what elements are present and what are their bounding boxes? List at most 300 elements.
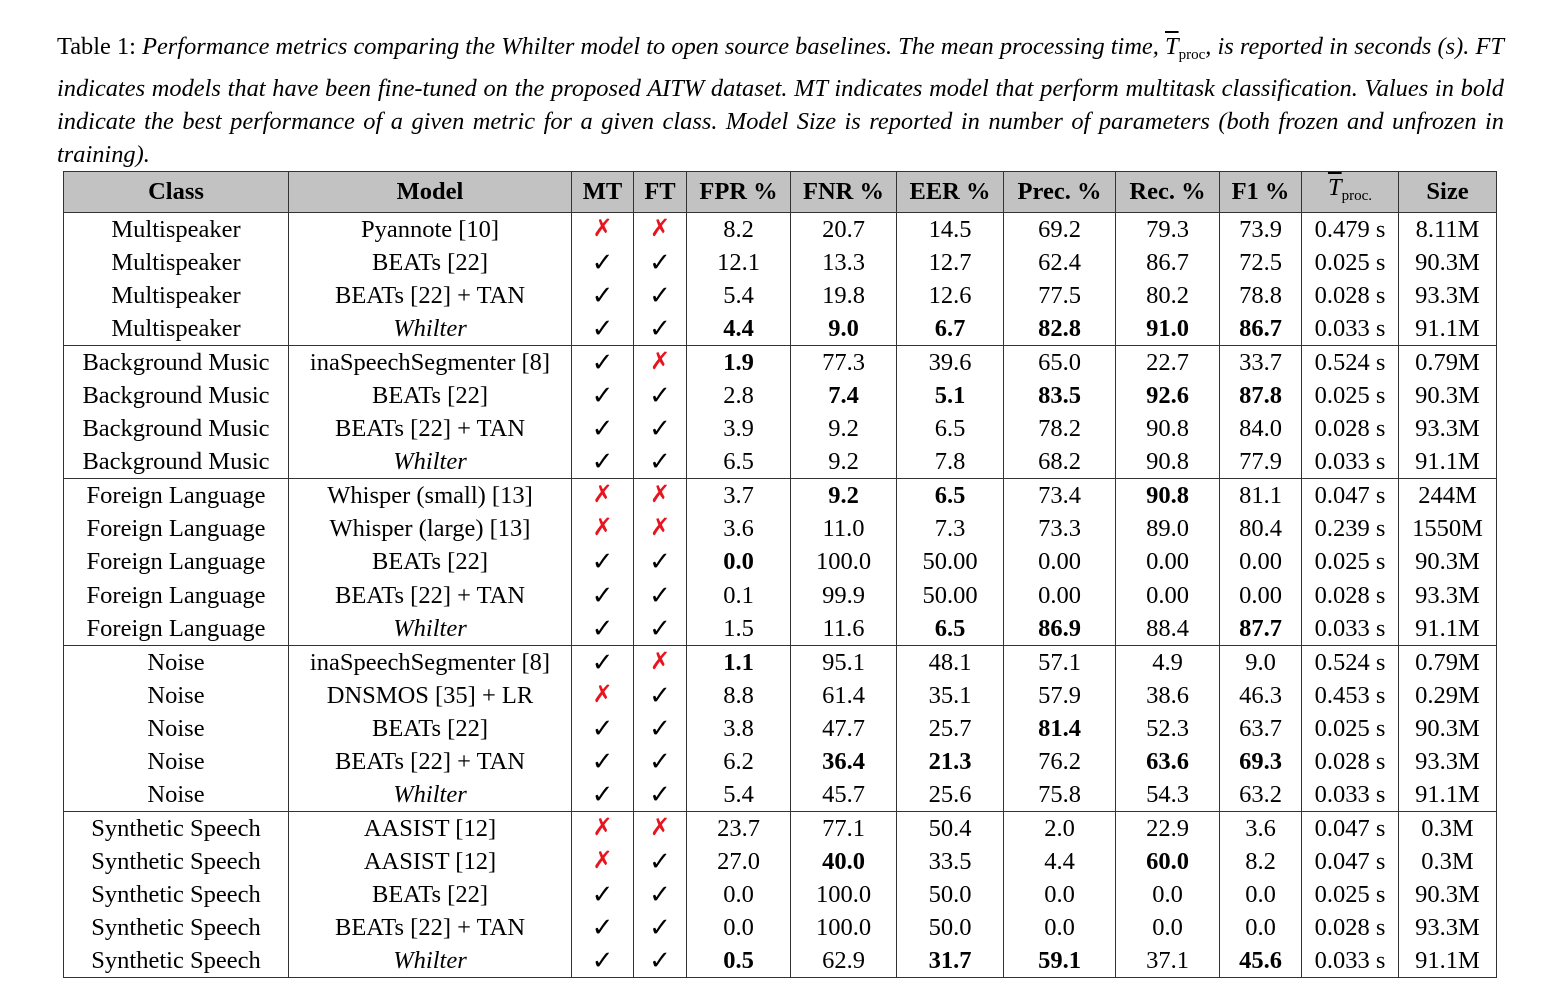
check-icon: ✓ — [572, 645, 634, 679]
check-icon: ✓ — [572, 412, 634, 445]
cell-class: Synthetic Speech — [64, 944, 289, 978]
cell-fpr: 8.2 — [687, 213, 791, 247]
cell-rec: 89.0 — [1116, 512, 1220, 545]
cell-eer: 14.5 — [897, 213, 1004, 247]
cross-icon: ✗ — [572, 811, 634, 845]
header-prec: Prec. % — [1004, 172, 1116, 213]
cell-eer: 50.0 — [897, 911, 1004, 944]
cell-fnr: 13.3 — [791, 246, 897, 279]
check-icon: ✓ — [572, 279, 634, 312]
cell-model: BEATs [22] — [289, 712, 572, 745]
check-icon: ✓ — [634, 911, 687, 944]
cell-prec: 68.2 — [1004, 445, 1116, 479]
cell-fpr: 2.8 — [687, 379, 791, 412]
check-icon: ✓ — [634, 612, 687, 646]
table-row — [64, 712, 1497, 745]
cell-fpr: 6.5 — [687, 445, 791, 479]
check-icon: ✓ — [572, 878, 634, 911]
header-row — [64, 172, 1497, 213]
cross-icon: ✗ — [634, 346, 687, 380]
cell-eer: 21.3 — [897, 745, 1004, 778]
cell-fpr: 0.0 — [687, 878, 791, 911]
cell-class: Noise — [64, 712, 289, 745]
check-icon: ✓ — [572, 246, 634, 279]
cell-size: 93.3M — [1399, 745, 1497, 778]
header-tproc-symbol: $\overline{T}$ — [1327, 174, 1342, 201]
cell-eer: 35.1 — [897, 679, 1004, 712]
cell-rec: 38.6 — [1116, 679, 1220, 712]
cell-fnr: 61.4 — [791, 679, 897, 712]
cell-size: 8.11M — [1399, 213, 1497, 247]
cell-tproc: 0.047 s — [1302, 845, 1399, 878]
check-icon: ✓ — [634, 778, 687, 812]
cell-f1: 87.7 — [1220, 612, 1302, 646]
cell-eer: 7.3 — [897, 512, 1004, 545]
cell-model: Whilter — [289, 445, 572, 479]
cell-model: BEATs [22] + TAN — [289, 279, 572, 312]
cell-f1: 63.2 — [1220, 778, 1302, 812]
table-row — [64, 312, 1497, 346]
cell-fpr: 23.7 — [687, 811, 791, 845]
cell-size: 0.29M — [1399, 679, 1497, 712]
cell-tproc: 0.524 s — [1302, 645, 1399, 679]
cell-class: Multispeaker — [64, 279, 289, 312]
check-icon: ✓ — [572, 745, 634, 778]
cell-tproc: 0.033 s — [1302, 445, 1399, 479]
cell-fpr: 12.1 — [687, 246, 791, 279]
header-tproc-sub: proc. — [1341, 188, 1373, 204]
cross-icon: ✗ — [572, 679, 634, 712]
cell-f1: 72.5 — [1220, 246, 1302, 279]
cell-tproc: 0.028 s — [1302, 745, 1399, 778]
cell-class: Synthetic Speech — [64, 911, 289, 944]
cell-f1: 9.0 — [1220, 645, 1302, 679]
table-row — [64, 279, 1497, 312]
cell-tproc: 0.028 s — [1302, 279, 1399, 312]
cell-class: Foreign Language — [64, 512, 289, 545]
cell-fnr: 40.0 — [791, 845, 897, 878]
cell-eer: 25.7 — [897, 712, 1004, 745]
cell-tproc: 0.524 s — [1302, 346, 1399, 380]
check-icon: ✓ — [572, 612, 634, 646]
table-row — [64, 745, 1497, 778]
cell-fnr: 9.2 — [791, 479, 897, 513]
cell-rec: 86.7 — [1116, 246, 1220, 279]
cell-rec: 4.9 — [1116, 645, 1220, 679]
check-icon: ✓ — [572, 579, 634, 612]
cell-f1: 84.0 — [1220, 412, 1302, 445]
cell-class: Foreign Language — [64, 479, 289, 513]
table-body — [64, 213, 1497, 978]
cell-tproc: 0.033 s — [1302, 944, 1399, 978]
cell-fpr: 0.0 — [687, 545, 791, 578]
cell-f1: 77.9 — [1220, 445, 1302, 479]
check-icon: ✓ — [572, 445, 634, 479]
cell-size: 90.3M — [1399, 878, 1497, 911]
cell-eer: 25.6 — [897, 778, 1004, 812]
table-row — [64, 379, 1497, 412]
cell-model: Whilter — [289, 944, 572, 978]
header-rec: Rec. % — [1116, 172, 1220, 213]
cell-fpr: 0.5 — [687, 944, 791, 978]
cell-rec: 63.6 — [1116, 745, 1220, 778]
table-caption — [57, 30, 1504, 171]
cell-eer: 12.7 — [897, 246, 1004, 279]
cell-eer: 50.0 — [897, 878, 1004, 911]
cell-tproc: 0.479 s — [1302, 213, 1399, 247]
cell-eer: 6.5 — [897, 612, 1004, 646]
cell-model: BEATs [22] + TAN — [289, 579, 572, 612]
results-table — [63, 171, 1497, 978]
cell-model: BEATs [22] + TAN — [289, 745, 572, 778]
cell-tproc: 0.047 s — [1302, 479, 1399, 513]
cell-rec: 80.2 — [1116, 279, 1220, 312]
check-icon: ✓ — [572, 911, 634, 944]
cell-rec: 88.4 — [1116, 612, 1220, 646]
cell-fpr: 1.1 — [687, 645, 791, 679]
header-mt: MT — [572, 172, 634, 213]
table-row — [64, 911, 1497, 944]
cell-class: Background Music — [64, 445, 289, 479]
cell-class: Noise — [64, 745, 289, 778]
cell-model: Whilter — [289, 312, 572, 346]
cell-f1: 33.7 — [1220, 346, 1302, 380]
check-icon: ✓ — [572, 712, 634, 745]
cell-rec: 90.8 — [1116, 445, 1220, 479]
cell-rec: 54.3 — [1116, 778, 1220, 812]
cell-size: 93.3M — [1399, 412, 1497, 445]
cross-icon: ✗ — [572, 845, 634, 878]
cell-size: 90.3M — [1399, 712, 1497, 745]
check-icon: ✓ — [634, 246, 687, 279]
cell-tproc: 0.025 s — [1302, 545, 1399, 578]
table-row — [64, 645, 1497, 679]
cell-fnr: 100.0 — [791, 545, 897, 578]
cell-f1: 0.0 — [1220, 911, 1302, 944]
cell-f1: 3.6 — [1220, 811, 1302, 845]
cell-size: 91.1M — [1399, 612, 1497, 646]
table-row — [64, 479, 1497, 513]
cell-tproc: 0.453 s — [1302, 679, 1399, 712]
cell-model: Whilter — [289, 778, 572, 812]
cell-model: BEATs [22] + TAN — [289, 412, 572, 445]
cell-eer: 31.7 — [897, 944, 1004, 978]
cell-fnr: 20.7 — [791, 213, 897, 247]
cell-prec: 4.4 — [1004, 845, 1116, 878]
check-icon: ✓ — [572, 379, 634, 412]
cell-size: 0.79M — [1399, 346, 1497, 380]
cell-tproc: 0.025 s — [1302, 878, 1399, 911]
header-size: Size — [1399, 172, 1497, 213]
check-icon: ✓ — [634, 279, 687, 312]
cell-class: Foreign Language — [64, 545, 289, 578]
cell-fnr: 100.0 — [791, 911, 897, 944]
table-row — [64, 778, 1497, 812]
caption-text-after: , is reported in seconds (s). FT indicates models that have been fine-tuned on the proposed AITW dataset. MT indicates model that perform multitask classification. Values in bold indicate the best performance of a given metric for a given class. Model Size is reported in number of parameters (both frozen and unfrozen in training). — [57, 33, 1504, 168]
cell-tproc: 0.239 s — [1302, 512, 1399, 545]
cell-size: 90.3M — [1399, 246, 1497, 279]
cell-f1: 81.1 — [1220, 479, 1302, 513]
check-icon: ✓ — [572, 346, 634, 380]
cell-tproc: 0.033 s — [1302, 778, 1399, 812]
cell-model: BEATs [22] + TAN — [289, 911, 572, 944]
cell-rec: 91.0 — [1116, 312, 1220, 346]
header-tproc — [1302, 172, 1399, 213]
table-row — [64, 612, 1497, 646]
cell-fnr: 36.4 — [791, 745, 897, 778]
cell-f1: 46.3 — [1220, 679, 1302, 712]
cross-icon: ✗ — [634, 645, 687, 679]
check-icon: ✓ — [634, 878, 687, 911]
cell-eer: 50.4 — [897, 811, 1004, 845]
cell-rec: 0.0 — [1116, 878, 1220, 911]
cell-fnr: 11.0 — [791, 512, 897, 545]
cell-fnr: 77.1 — [791, 811, 897, 845]
cell-class: Background Music — [64, 346, 289, 380]
table-row — [64, 811, 1497, 845]
check-icon: ✓ — [634, 845, 687, 878]
cell-fpr: 3.9 — [687, 412, 791, 445]
cell-fpr: 1.5 — [687, 612, 791, 646]
cell-size: 91.1M — [1399, 944, 1497, 978]
cell-size: 91.1M — [1399, 778, 1497, 812]
cell-f1: 78.8 — [1220, 279, 1302, 312]
cell-fpr: 0.0 — [687, 911, 791, 944]
cell-f1: 69.3 — [1220, 745, 1302, 778]
table-row — [64, 545, 1497, 578]
cell-fpr: 4.4 — [687, 312, 791, 346]
check-icon: ✓ — [634, 944, 687, 978]
cell-class: Synthetic Speech — [64, 845, 289, 878]
cross-icon: ✗ — [634, 213, 687, 247]
cross-icon: ✗ — [572, 213, 634, 247]
cell-rec: 90.8 — [1116, 412, 1220, 445]
cell-model: inaSpeechSegmenter [8] — [289, 346, 572, 380]
header-model: Model — [289, 172, 572, 213]
cell-prec: 69.2 — [1004, 213, 1116, 247]
cell-class: Noise — [64, 778, 289, 812]
cell-fpr: 0.1 — [687, 579, 791, 612]
cell-rec: 52.3 — [1116, 712, 1220, 745]
caption-text-before: Performance metrics comparing the Whilter model to open source baselines. The mean processing time, — [142, 33, 1159, 60]
cell-size: 90.3M — [1399, 545, 1497, 578]
cell-class: Foreign Language — [64, 579, 289, 612]
cell-model: AASIST [12] — [289, 845, 572, 878]
header-ft: FT — [634, 172, 687, 213]
cell-size: 93.3M — [1399, 911, 1497, 944]
cell-f1: 45.6 — [1220, 944, 1302, 978]
header-f1: F1 % — [1220, 172, 1302, 213]
cell-rec: 37.1 — [1116, 944, 1220, 978]
cell-prec: 75.8 — [1004, 778, 1116, 812]
check-icon: ✓ — [572, 778, 634, 812]
cell-model: DNSMOS [35] + LR — [289, 679, 572, 712]
check-icon: ✓ — [634, 412, 687, 445]
cell-fnr: 47.7 — [791, 712, 897, 745]
cross-icon: ✗ — [634, 479, 687, 513]
check-icon: ✓ — [634, 445, 687, 479]
cell-prec: 73.4 — [1004, 479, 1116, 513]
cross-icon: ✗ — [634, 811, 687, 845]
cell-tproc: 0.028 s — [1302, 579, 1399, 612]
check-icon: ✓ — [634, 712, 687, 745]
header-class: Class — [64, 172, 289, 213]
table-row — [64, 412, 1497, 445]
cell-fnr: 100.0 — [791, 878, 897, 911]
cell-eer: 5.1 — [897, 379, 1004, 412]
cross-icon: ✗ — [572, 512, 634, 545]
cell-f1: 63.7 — [1220, 712, 1302, 745]
cell-prec: 81.4 — [1004, 712, 1116, 745]
cell-prec: 62.4 — [1004, 246, 1116, 279]
cell-f1: 0.00 — [1220, 545, 1302, 578]
cell-fpr: 3.8 — [687, 712, 791, 745]
cell-tproc: 0.033 s — [1302, 312, 1399, 346]
cell-rec: 0.0 — [1116, 911, 1220, 944]
cell-f1: 73.9 — [1220, 213, 1302, 247]
cell-prec: 57.9 — [1004, 679, 1116, 712]
cell-fnr: 7.4 — [791, 379, 897, 412]
cell-f1: 8.2 — [1220, 845, 1302, 878]
cell-tproc: 0.025 s — [1302, 246, 1399, 279]
cell-size: 91.1M — [1399, 445, 1497, 479]
table-row — [64, 944, 1497, 978]
cell-fnr: 45.7 — [791, 778, 897, 812]
table-row — [64, 445, 1497, 479]
cell-tproc: 0.033 s — [1302, 612, 1399, 646]
cell-model: BEATs [22] — [289, 246, 572, 279]
cell-eer: 33.5 — [897, 845, 1004, 878]
cell-tproc: 0.025 s — [1302, 379, 1399, 412]
cell-size: 0.3M — [1399, 811, 1497, 845]
cell-fpr: 3.6 — [687, 512, 791, 545]
cell-eer: 12.6 — [897, 279, 1004, 312]
header-fpr: FPR % — [687, 172, 791, 213]
table-row — [64, 878, 1497, 911]
cell-size: 0.3M — [1399, 845, 1497, 878]
cell-model: AASIST [12] — [289, 811, 572, 845]
check-icon: ✓ — [634, 745, 687, 778]
cell-rec: 22.7 — [1116, 346, 1220, 380]
cell-fnr: 9.2 — [791, 412, 897, 445]
cross-icon: ✗ — [572, 479, 634, 513]
cell-size: 91.1M — [1399, 312, 1497, 346]
cell-fnr: 19.8 — [791, 279, 897, 312]
cell-rec: 0.00 — [1116, 545, 1220, 578]
cell-eer: 48.1 — [897, 645, 1004, 679]
cell-class: Synthetic Speech — [64, 878, 289, 911]
cell-size: 93.3M — [1399, 579, 1497, 612]
cell-tproc: 0.047 s — [1302, 811, 1399, 845]
cell-size: 0.79M — [1399, 645, 1497, 679]
cell-fnr: 77.3 — [791, 346, 897, 380]
cell-f1: 80.4 — [1220, 512, 1302, 545]
cell-fpr: 1.9 — [687, 346, 791, 380]
cell-fnr: 62.9 — [791, 944, 897, 978]
cell-prec: 0.0 — [1004, 878, 1116, 911]
cell-prec: 59.1 — [1004, 944, 1116, 978]
check-icon: ✓ — [572, 944, 634, 978]
cell-fpr: 3.7 — [687, 479, 791, 513]
check-icon: ✓ — [634, 679, 687, 712]
check-icon: ✓ — [634, 545, 687, 578]
cell-prec: 57.1 — [1004, 645, 1116, 679]
cell-fnr: 99.9 — [791, 579, 897, 612]
cell-model: BEATs [22] — [289, 878, 572, 911]
cell-model: inaSpeechSegmenter [8] — [289, 645, 572, 679]
cell-eer: 50.00 — [897, 545, 1004, 578]
cell-prec: 76.2 — [1004, 745, 1116, 778]
cell-eer: 50.00 — [897, 579, 1004, 612]
cell-model: Whisper (small) [13] — [289, 479, 572, 513]
cell-fnr: 9.0 — [791, 312, 897, 346]
cell-size: 244M — [1399, 479, 1497, 513]
caption-label: Table 1: — [57, 33, 136, 60]
cell-prec: 78.2 — [1004, 412, 1116, 445]
cell-eer: 7.8 — [897, 445, 1004, 479]
cell-rec: 60.0 — [1116, 845, 1220, 878]
cell-fpr: 5.4 — [687, 279, 791, 312]
table-row — [64, 845, 1497, 878]
cell-size: 1550M — [1399, 512, 1497, 545]
table-row — [64, 679, 1497, 712]
cell-eer: 6.5 — [897, 412, 1004, 445]
cell-prec: 0.00 — [1004, 545, 1116, 578]
cell-fpr: 6.2 — [687, 745, 791, 778]
check-icon: ✓ — [572, 545, 634, 578]
cell-class: Background Music — [64, 379, 289, 412]
cell-rec: 92.6 — [1116, 379, 1220, 412]
cell-f1: 87.8 — [1220, 379, 1302, 412]
cell-size: 90.3M — [1399, 379, 1497, 412]
cell-rec: 90.8 — [1116, 479, 1220, 513]
cell-fnr: 11.6 — [791, 612, 897, 646]
cell-class: Noise — [64, 645, 289, 679]
cell-rec: 0.00 — [1116, 579, 1220, 612]
cell-eer: 6.7 — [897, 312, 1004, 346]
cell-tproc: 0.028 s — [1302, 911, 1399, 944]
cell-rec: 22.9 — [1116, 811, 1220, 845]
cell-tproc: 0.028 s — [1302, 412, 1399, 445]
header-eer: EER % — [897, 172, 1004, 213]
cell-fpr: 5.4 — [687, 778, 791, 812]
cell-prec: 82.8 — [1004, 312, 1116, 346]
cell-class: Foreign Language — [64, 612, 289, 646]
cell-model: Whilter — [289, 612, 572, 646]
table-row — [64, 512, 1497, 545]
cell-prec: 0.0 — [1004, 911, 1116, 944]
cell-model: Whisper (large) [13] — [289, 512, 572, 545]
table-row — [64, 246, 1497, 279]
cell-tproc: 0.025 s — [1302, 712, 1399, 745]
cell-f1: 0.00 — [1220, 579, 1302, 612]
cell-prec: 0.00 — [1004, 579, 1116, 612]
check-icon: ✓ — [572, 312, 634, 346]
cell-class: Background Music — [64, 412, 289, 445]
cell-fpr: 8.8 — [687, 679, 791, 712]
cell-f1: 86.7 — [1220, 312, 1302, 346]
cell-class: Synthetic Speech — [64, 811, 289, 845]
cell-fpr: 27.0 — [687, 845, 791, 878]
cell-prec: 83.5 — [1004, 379, 1116, 412]
cell-model: BEATs [22] — [289, 379, 572, 412]
header-fnr: FNR % — [791, 172, 897, 213]
cell-prec: 86.9 — [1004, 612, 1116, 646]
table-row — [64, 579, 1497, 612]
cross-icon: ✗ — [634, 512, 687, 545]
cell-eer: 39.6 — [897, 346, 1004, 380]
table-row — [64, 213, 1497, 247]
